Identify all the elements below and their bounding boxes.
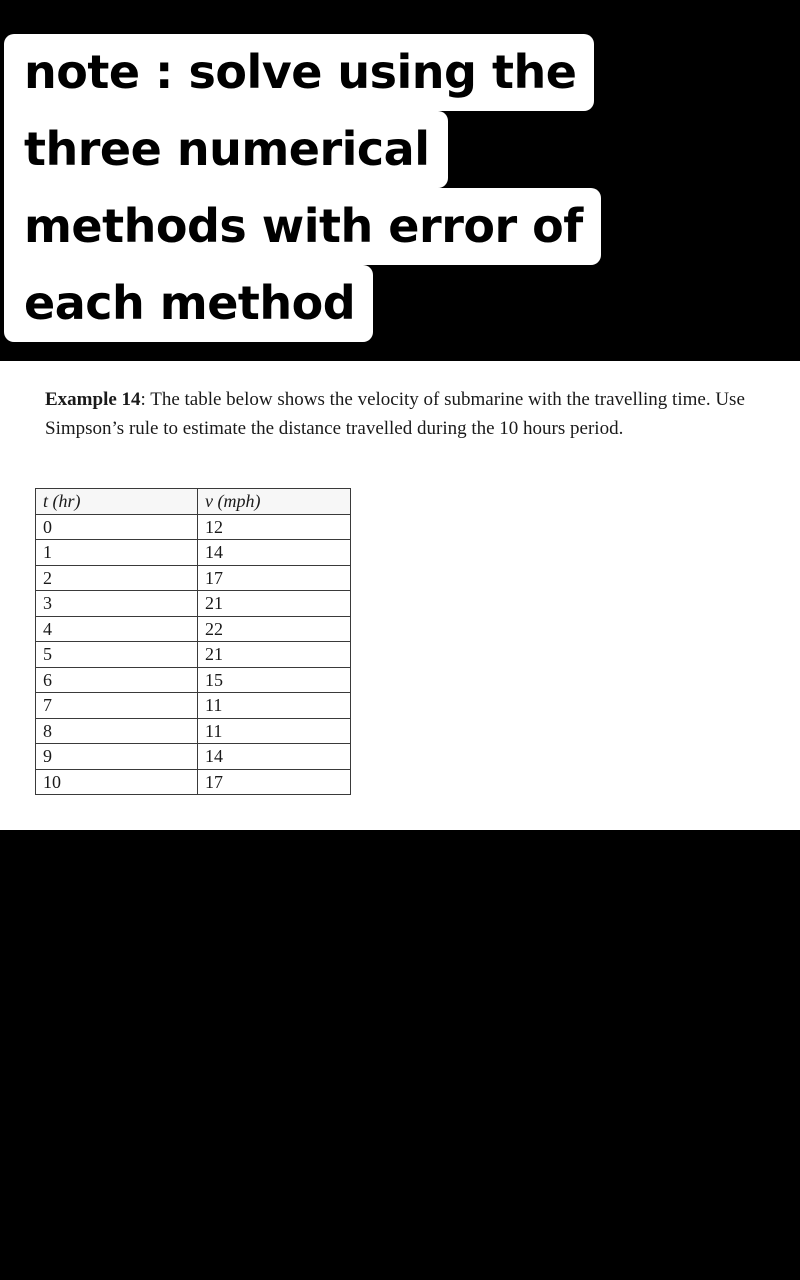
table-cell: 11 [198,693,351,719]
table-cell: 2 [36,565,198,591]
example-label: Example 14 [45,389,141,410]
table-row [36,591,351,617]
table-cell: 14 [198,540,351,566]
table-cell: 1 [36,540,198,566]
table-cell: 11 [198,718,351,744]
table-row [36,642,351,668]
table-cell: 22 [198,616,351,642]
table-row [36,565,351,591]
table-row [36,616,351,642]
column-header-velocity: v (mph) [198,489,351,515]
table-cell: 15 [198,667,351,693]
table-cell: 3 [36,591,198,617]
table-row [36,718,351,744]
caption-line: methods with error of [4,188,601,265]
table-cell: 9 [36,744,198,770]
table-row [36,540,351,566]
table-cell: 12 [198,514,351,540]
example-paragraph [45,385,765,443]
table-row [36,514,351,540]
document-image [0,361,800,830]
caption-overlay [4,34,601,342]
table-header-row [36,489,351,515]
velocity-table [35,488,351,795]
table-cell: 5 [36,642,198,668]
table-cell: 21 [198,591,351,617]
table-cell: 10 [36,769,198,795]
table-cell: 17 [198,769,351,795]
table-cell: 17 [198,565,351,591]
table-row [36,744,351,770]
table-row [36,693,351,719]
table-row [36,667,351,693]
table-cell: 8 [36,718,198,744]
caption-line: each method [4,265,373,342]
table-cell: 21 [198,642,351,668]
table-cell: 7 [36,693,198,719]
example-text: : The table below shows the velocity of submarine with the travelling time. Use Simpson’s rule to estimate the distance travelled during the 10 hours period. [45,389,745,439]
table-cell: 14 [198,744,351,770]
table-cell: 6 [36,667,198,693]
caption-line: three numerical [4,111,448,188]
column-header-time: t (hr) [36,489,198,515]
caption-line: note : solve using the [4,34,594,111]
table-cell: 0 [36,514,198,540]
table-row [36,769,351,795]
table-cell: 4 [36,616,198,642]
